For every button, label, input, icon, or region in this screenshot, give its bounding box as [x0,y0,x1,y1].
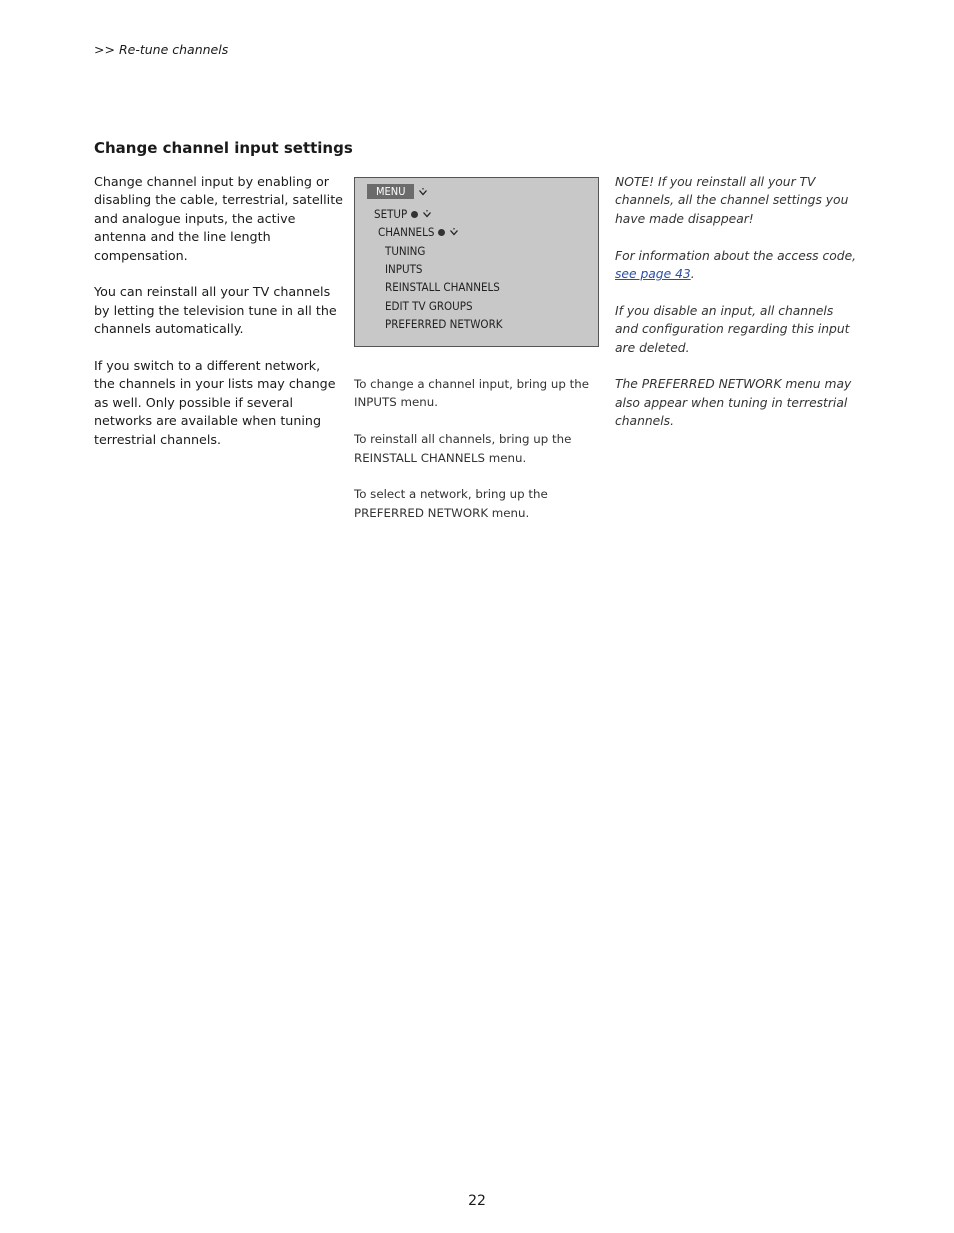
breadcrumb [94,42,228,57]
left-paragraph-3: If you switch to a different network, the channels in your lists may change as well. Only possible if several networks are available when tuning terrestrial channels. [94,358,336,447]
middle-column [354,375,602,541]
menu-channels-row [378,225,459,239]
menu-diagram [354,177,599,347]
access-prefix: For information about the access code, [615,248,857,263]
menu-item-tuning: TUNING [385,244,426,258]
note-access-code [615,247,860,284]
bullet-icon [411,211,418,218]
left-paragraph-1: Change channel input by enabling or disabling the cable, terrestrial, satellite and analogue inputs, the active antenna and the line length compensation. [94,174,343,263]
menu-row [367,184,428,199]
bullet-icon [438,229,445,236]
left-column [94,173,344,467]
menu-item-inputs: INPUTS [385,262,423,276]
left-paragraph-2: You can reinstall all your TV channels by letting the television tune in all the channels automatically. [94,284,337,337]
menu-item-reinstall-channels: REINSTALL CHANNELS [385,280,500,294]
section-title: Change channel input settings [94,139,353,157]
menu-item-preferred-network: PREFERRED NETWORK [385,317,503,331]
menu-tag: MENU [367,184,414,199]
middle-paragraph-2: To reinstall all channels, bring up the REINSTALL CHANNELS menu. [354,432,572,465]
right-column [615,173,860,449]
breadcrumb-arrows: >> [94,42,115,57]
menu-setup-label: SETUP [374,207,408,221]
menu-item-edit-tv-groups: EDIT TV GROUPS [385,299,473,313]
menu-setup-row [374,207,432,221]
chevron-down-icon [449,227,459,237]
page-number: 22 [468,1193,486,1209]
note-preferred-network: The PREFERRED NETWORK menu may also appear when tuning in terrestrial channels. [615,377,852,429]
page-43-link[interactable]: see page 43 [615,267,691,282]
breadcrumb-text: Re-tune channels [118,42,229,57]
note-reinstall: NOTE! If you reinstall all your TV channels, all the channel settings you have made disappear! [615,175,849,226]
chevron-down-icon [418,187,428,197]
note-disable-input: If you disable an input, all channels and configuration regarding this input are deleted. [615,303,850,355]
menu-channels-label: CHANNELS [378,225,435,239]
chevron-down-icon [422,209,432,219]
middle-paragraph-3: To select a network, bring up the PREFERRED NETWORK menu. [354,487,548,520]
access-suffix: . [690,267,695,282]
middle-paragraph-1: To change a channel input, bring up the INPUTS menu. [354,377,589,410]
